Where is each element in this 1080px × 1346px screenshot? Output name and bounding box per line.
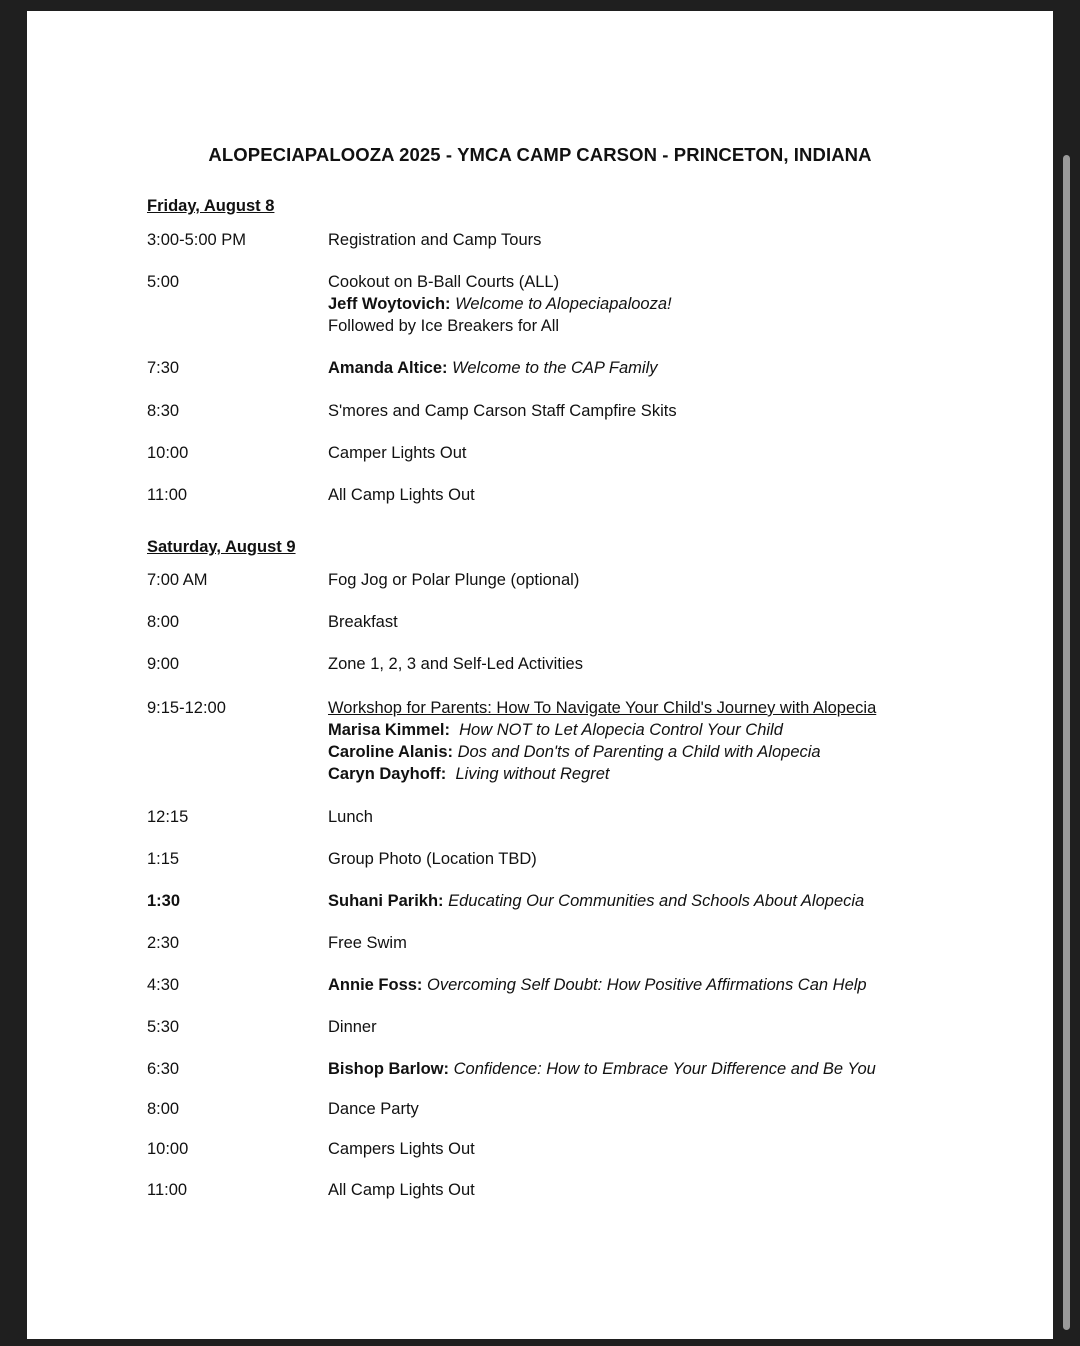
entry-time: 6:30 xyxy=(147,1060,180,1078)
entry-time: 3:00-5:00 PM xyxy=(147,231,247,249)
speaker-name: Suhani Parikh: xyxy=(328,892,444,910)
entry-description: Campers Lights Out xyxy=(328,1140,475,1158)
speaker-name: Caryn Dayhoff: xyxy=(328,765,447,783)
entry-description: S'mores and Camp Carson Staff Campfire Skits xyxy=(328,402,677,420)
entry-time: 4:30 xyxy=(147,976,180,994)
entry-time: 1:30 xyxy=(147,892,181,910)
entry-description xyxy=(328,357,1028,379)
entry-description: Free Swim xyxy=(328,934,407,952)
entry-time: 1:15 xyxy=(147,850,180,868)
entry-description: Cookout on B-Ball Courts (ALL) Jeff Woytovich: Welcome to Alopeciapalooza! Followed by Ice Breakers for All xyxy=(328,273,672,335)
entry-time: 10:00 xyxy=(147,444,189,462)
entry-description: Group Photo (Location TBD) xyxy=(328,850,537,868)
talk-title: Dos and Don'ts of Parenting a Child with Alopecia xyxy=(457,743,821,761)
talk-title: Confidence: How to Embrace Your Difference and Be You xyxy=(453,1060,876,1078)
entry-time: 9:15-12:00 xyxy=(147,699,226,717)
entry-description: Dinner xyxy=(328,1018,377,1036)
talk-title: Welcome to Alopeciapalooza! xyxy=(455,295,672,313)
entry-time: 8:30 xyxy=(147,402,180,420)
entry-time: 7:00 AM xyxy=(147,571,208,589)
entry-time: 5:00 xyxy=(147,273,180,291)
document-page xyxy=(27,11,1053,1339)
entry-time: 8:00 xyxy=(147,1100,180,1118)
speaker-name: Bishop Barlow: xyxy=(328,1060,450,1078)
day-heading-friday: Friday, August 8 xyxy=(147,197,275,215)
vertical-scrollbar[interactable] xyxy=(1063,155,1070,1330)
entry-description xyxy=(328,890,1028,912)
entry-description: Camper Lights Out xyxy=(328,444,467,462)
talk-title: Educating Our Communities and Schools About Alopecia xyxy=(448,892,865,910)
entry-time: 10:00 xyxy=(147,1140,189,1158)
page-title: ALOPECIAPALOOZA 2025 - YMCA CAMP CARSON - PRINCETON, INDIANA xyxy=(208,144,872,165)
entry-description xyxy=(328,697,1028,785)
entry-description xyxy=(328,974,1028,996)
entry-time: 12:15 xyxy=(147,808,189,826)
talk-title: Welcome to the CAP Family xyxy=(452,359,658,377)
entry-description: All Camp Lights Out xyxy=(328,486,475,504)
day-heading-saturday: Saturday, August 9 xyxy=(147,538,296,556)
entry-description: All Camp Lights Out xyxy=(328,1181,475,1199)
entry-time: 9:00 xyxy=(147,655,180,673)
speaker-name: Marisa Kimmel: xyxy=(328,721,450,739)
entry-description: Fog Jog or Polar Plunge (optional) xyxy=(328,571,580,589)
entry-time: 11:00 xyxy=(147,1181,188,1199)
workshop-title: Workshop for Parents: How To Navigate Your Child's Journey with Alopecia xyxy=(328,699,877,717)
entry-description: Dance Party xyxy=(328,1100,419,1118)
speaker-name: Amanda Altice: xyxy=(328,359,448,377)
entry-description: Breakfast xyxy=(328,613,398,631)
talk-title: Living without Regret xyxy=(455,765,610,783)
entry-time: 7:30 xyxy=(147,359,180,377)
speaker-name: Jeff Woytovich: xyxy=(328,295,451,313)
entry-description: Zone 1, 2, 3 and Self-Led Activities xyxy=(328,655,583,673)
entry-description: Lunch xyxy=(328,808,373,826)
entry-time: 2:30 xyxy=(147,934,180,952)
entry-time: 8:00 xyxy=(147,613,180,631)
entry-description xyxy=(328,1058,1028,1080)
entry-description: Registration and Camp Tours xyxy=(328,231,542,249)
talk-title: Overcoming Self Doubt: How Positive Affirmations Can Help xyxy=(427,976,867,994)
talk-title: How NOT to Let Alopecia Control Your Child xyxy=(459,721,783,739)
entry-time: 11:00 xyxy=(147,486,188,504)
speaker-name: Caroline Alanis: xyxy=(328,743,453,761)
speaker-name: Annie Foss: xyxy=(328,976,423,994)
entry-time: 5:30 xyxy=(147,1018,180,1036)
